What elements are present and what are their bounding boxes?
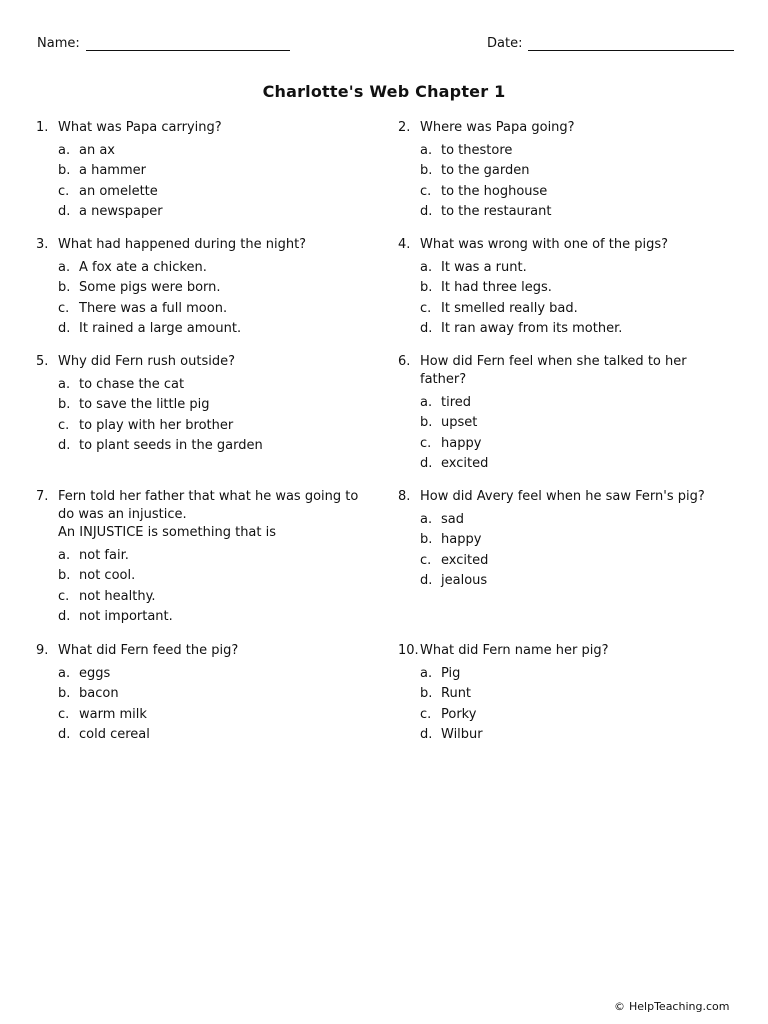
answer-option [398, 141, 738, 161]
option-text: to play with her brother [79, 417, 234, 433]
option-letter: a. [420, 143, 433, 158]
option-text: It smelled really bad. [441, 300, 578, 316]
question-8 [398, 488, 738, 591]
option-text: an omelette [79, 183, 158, 199]
answer-option [398, 299, 738, 319]
option-text: sad [441, 512, 464, 527]
answer-option [398, 571, 738, 591]
option-letter: c. [420, 552, 432, 568]
name-field [37, 36, 290, 51]
option-text: tired [441, 395, 472, 410]
question-9 [36, 642, 376, 745]
option-text: eggs [79, 666, 111, 681]
option-letter: d. [58, 203, 71, 219]
answer-option [36, 607, 376, 627]
answer-option [398, 725, 738, 745]
option-letter: a. [58, 666, 71, 681]
option-text: to thestore [441, 143, 513, 158]
option-text: bacon [79, 686, 119, 702]
option-text: to the restaurant [441, 203, 552, 219]
option-text: A fox ate a chicken. [79, 260, 207, 275]
option-letter: b. [58, 397, 71, 413]
option-text: It rained a large amount. [79, 320, 242, 336]
option-text: It ran away from its mother. [441, 320, 623, 336]
option-letter: d. [420, 320, 433, 336]
name-blank-line [86, 36, 290, 51]
option-letter: c. [420, 300, 432, 316]
option-letter: c. [58, 300, 70, 316]
question-number: 8. [398, 489, 411, 504]
answer-option [398, 278, 738, 298]
answer-option [398, 510, 738, 530]
option-letter: b. [58, 568, 71, 584]
question-text: How did Avery feel when he saw Fern's pig? [420, 489, 705, 504]
option-letter: d. [420, 455, 433, 471]
option-text: not fair. [79, 548, 129, 563]
footer-site-link[interactable]: HelpTeaching.com [629, 1000, 730, 1013]
option-letter: b. [58, 686, 71, 702]
option-letter: b. [420, 280, 433, 296]
option-text: cold cereal [79, 726, 150, 742]
question-number: 1. [36, 120, 49, 135]
option-text: to chase the cat [79, 377, 185, 392]
question-6 [398, 353, 738, 474]
answer-option [398, 258, 738, 278]
option-text: to save the little pig [79, 397, 210, 413]
question-7 [36, 488, 376, 627]
answer-option [36, 684, 376, 704]
answer-option [36, 587, 376, 607]
question-number: 3. [36, 237, 49, 252]
option-text: an ax [79, 143, 115, 158]
answer-option [398, 393, 738, 413]
option-letter: a. [58, 377, 71, 392]
option-text: to plant seeds in the garden [79, 437, 263, 453]
option-letter: a. [58, 260, 71, 275]
name-label: Name: [37, 36, 80, 51]
question-text: Where was Papa going? [420, 120, 575, 135]
option-text: to the hoghouse [441, 183, 548, 199]
question-number: 9. [36, 643, 49, 658]
option-text: Porky [441, 706, 477, 722]
question-number: 10. [398, 643, 419, 658]
answer-option [36, 664, 376, 684]
option-letter: c. [58, 417, 70, 433]
option-letter: d. [58, 320, 71, 336]
question-text: What was Papa carrying? [58, 120, 222, 135]
option-text: excited [441, 455, 489, 471]
answer-option [36, 436, 376, 456]
option-letter: d. [58, 437, 71, 453]
answer-option [398, 684, 738, 704]
option-letter: c. [420, 183, 432, 199]
answer-option [398, 413, 738, 433]
option-letter: b. [420, 686, 433, 702]
option-text: happy [441, 435, 482, 451]
answer-option [36, 566, 376, 586]
option-text: a newspaper [79, 203, 163, 219]
question-number: 7. [36, 489, 49, 504]
option-letter: d. [420, 726, 433, 742]
question-text: Fern told her father that what he was going to do was an injustice. An INJUSTICE is something that is [58, 489, 359, 540]
question-2 [398, 119, 738, 222]
option-letter: a. [58, 548, 71, 563]
option-letter: d. [420, 203, 433, 219]
option-letter: b. [420, 532, 433, 548]
answer-option [398, 530, 738, 550]
option-text: excited [441, 552, 489, 568]
answer-option [398, 182, 738, 202]
option-letter: a. [420, 512, 433, 527]
answer-option [36, 725, 376, 745]
answer-option [36, 141, 376, 161]
date-field [487, 36, 734, 51]
option-letter: b. [58, 163, 71, 179]
option-text: It was a runt. [441, 260, 527, 275]
answer-option [36, 319, 376, 339]
answer-option [398, 664, 738, 684]
answer-option [36, 278, 376, 298]
question-text: What was wrong with one of the pigs? [420, 237, 669, 252]
option-letter: b. [58, 280, 71, 296]
option-text: There was a full moon. [79, 300, 228, 316]
answer-option [398, 705, 738, 725]
answer-option [398, 434, 738, 454]
option-letter: a. [420, 666, 433, 681]
worksheet-title: Charlotte's Web Chapter 1 [262, 82, 506, 101]
answer-option [398, 551, 738, 571]
question-text: What did Fern feed the pig? [58, 643, 239, 658]
question-number: 2. [398, 120, 411, 135]
option-text: a hammer [79, 163, 146, 179]
option-letter: d. [58, 726, 71, 742]
option-text: not healthy. [79, 588, 156, 604]
option-text: jealous [441, 572, 488, 588]
option-letter: d. [58, 608, 71, 624]
question-10 [398, 642, 738, 745]
answer-option [36, 546, 376, 566]
answer-option [36, 416, 376, 436]
answer-option [36, 299, 376, 319]
option-letter: d. [420, 572, 433, 588]
option-letter: c. [58, 706, 70, 722]
question-5 [36, 353, 376, 456]
option-text: not cool. [79, 568, 136, 584]
answer-option [36, 258, 376, 278]
answer-option [398, 161, 738, 181]
option-letter: b. [420, 415, 433, 431]
option-text: upset [441, 415, 478, 431]
question-text: What had happened during the night? [58, 237, 307, 252]
question-1 [36, 119, 376, 222]
copyright-icon: © [614, 1000, 625, 1013]
question-text: Why did Fern rush outside? [58, 354, 235, 369]
option-text: happy [441, 532, 482, 548]
option-text: to the garden [441, 163, 530, 179]
option-letter: c. [420, 435, 432, 451]
answer-option [36, 375, 376, 395]
answer-option [398, 454, 738, 474]
question-text: How did Fern feel when she talked to her father? [420, 354, 687, 387]
question-number: 6. [398, 354, 411, 369]
option-letter: a. [420, 395, 433, 410]
option-text: Wilbur [441, 726, 483, 742]
answer-option [398, 319, 738, 339]
option-text: It had three legs. [441, 280, 552, 296]
date-label: Date: [487, 36, 523, 51]
answer-option [36, 705, 376, 725]
answer-option [36, 182, 376, 202]
option-letter: b. [420, 163, 433, 179]
date-blank-line [528, 36, 734, 51]
option-text: Some pigs were born. [79, 280, 221, 296]
option-text: Runt [441, 686, 472, 702]
option-letter: c. [58, 588, 70, 604]
option-letter: c. [58, 183, 70, 199]
answer-option [36, 202, 376, 222]
option-text: warm milk [79, 706, 147, 722]
question-number: 5. [36, 354, 49, 369]
footer-credit [614, 1000, 729, 1013]
answer-option [398, 202, 738, 222]
answer-option [36, 395, 376, 415]
question-4 [398, 236, 738, 339]
option-letter: c. [420, 706, 432, 722]
option-letter: a. [58, 143, 71, 158]
question-number: 4. [398, 237, 411, 252]
option-text: not important. [79, 608, 173, 624]
option-text: Pig [441, 666, 461, 681]
question-3 [36, 236, 376, 339]
option-letter: a. [420, 260, 433, 275]
question-text: What did Fern name her pig? [420, 643, 609, 658]
answer-option [36, 161, 376, 181]
